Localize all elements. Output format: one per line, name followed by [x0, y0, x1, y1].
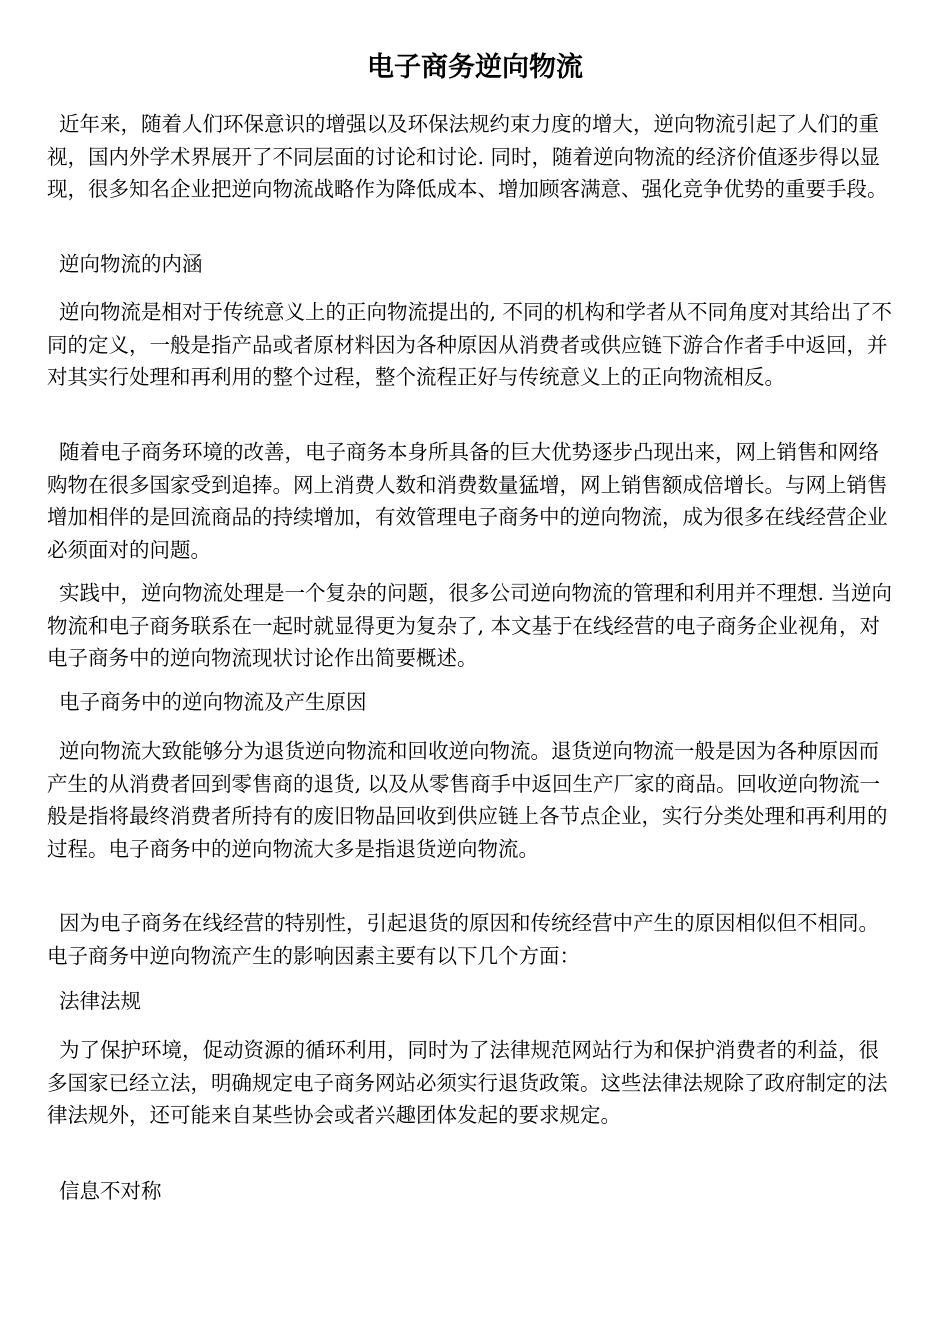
section-heading-law: 法律法规: [59, 989, 141, 1013]
section-heading-information: 信息不对称: [59, 1179, 162, 1203]
paragraph-types: 逆向物流大致能够分为退货逆向物流和回收逆向物流。退货逆向物流一般是因为各种原因而产生的从消费者回到零售商的退货, 以及从零售商手中返回生产厂家的商品。回收逆向物流一般是指将最终消费者所持有的废旧物品回收到供应链上各节点企业，实行分类处理和再利用的过程。电子商务中的逆向物流大多是指退货逆向物流。: [47, 739, 888, 861]
paragraph-practice: 实践中，逆向物流处理是一个复杂的问题，很多公司逆向物流的管理和利用并不理想. 当逆向物流和电子商务联系在一起时就显得更为复杂了, 本文基于在线经营的电子商务企业视角，对电子商务中的逆向物流现状讨论作出简要概述。: [47, 581, 893, 670]
section-heading-causes: 电子商务中的逆向物流及产生原因: [59, 690, 367, 714]
paragraph-ecommerce-environment: 随着电子商务环境的改善，电子商务本身所具备的巨大优势逐步凸现出来，网上销售和网络购物在很多国家受到追捧。网上消费人数和消费数量猛增，网上销售额成倍增长。与网上销售增加相伴的是回流商品的持续增加，有效管理电子商务中的逆向物流，成为很多在线经营企业必须面对的问题。: [47, 440, 888, 562]
paragraph-law: 为了保护环境，促动资源的循环利用，同时为了法律规范网站行为和保护消费者的利益，很多国家已经立法，明确规定电子商务网站必须实行退货政策。这些法律法规除了政府制定的法律法规外，还可能来自某些协会或者兴趣团体发起的要求规定。: [47, 1038, 888, 1127]
paragraph-factors: 因为电子商务在线经营的特别性，引起退货的原因和传统经营中产生的原因相似但不相同。电子商务中逆向物流产生的影响因素主要有以下几个方面：: [47, 911, 879, 968]
document-title: 电子商务逆向物流: [367, 52, 583, 83]
section-heading-definition: 逆向物流的内涵: [59, 252, 203, 276]
paragraph-definition: 逆向物流是相对于传统意义上的正向物流提出的, 不同的机构和学者从不同角度对其给出了不同的定义，一般是指产品或者原材料因为各种原因从消费者或供应链下游合作者手中返回，并对其实行处理和再利用的整个过程，整个流程正好与传统意义上的正向物流相反。: [47, 300, 893, 389]
paragraph-intro: 近年来，随着人们环保意识的增强以及环保法规约束力度的增大，逆向物流引起了人们的重视，国内外学术界展开了不同层面的讨论和讨论. 同时，随着逆向物流的经济价值逐步得以显现，很多知名企业把逆向物流战略作为降低成本、增加顾客满意、强化竞争优势的重要手段。: [47, 112, 888, 201]
